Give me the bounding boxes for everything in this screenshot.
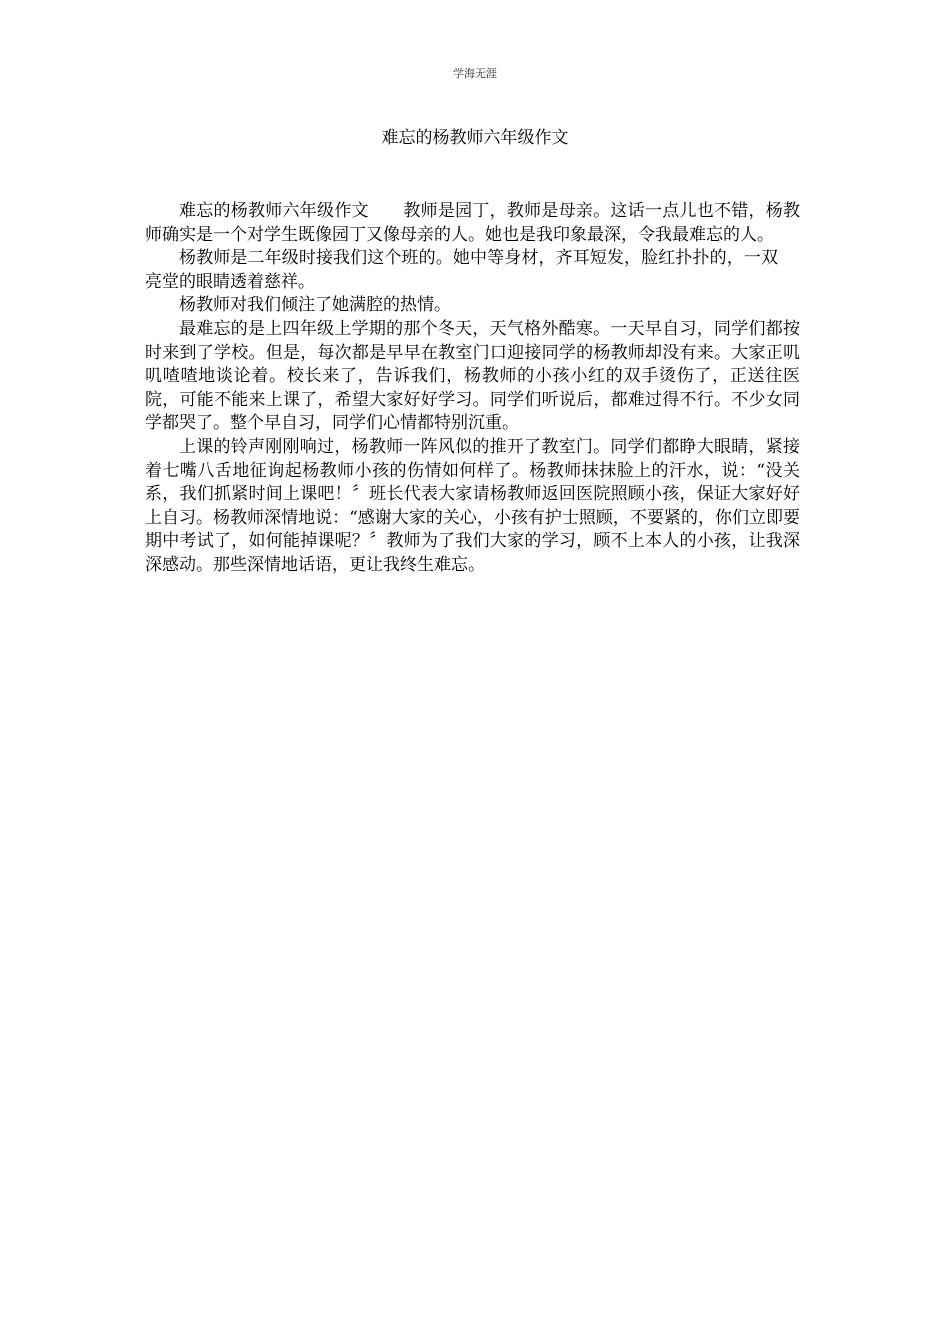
paragraph-3: 杨教师对我们倾注了她满腔的热情。 [179,295,451,316]
paragraph-4: 最难忘的是上四年级上学期的那个冬天，天气格外酷寒。一天早自习，同学们都按时来到了学校。但是，每次都是早早在教室门口迎接同学的杨教师却没有来。大家正叽叽喳喳地谈论着。校长来了，告诉我们，杨教师的小孩小红的双手烫伤了，正送往医院，可能不能来上课了，希望大家好好学习。同学们听说后，都难过得不行。不少女同学都哭了。整个早自习，同学们心情都特别沉重。 [145,318,800,434]
paragraph-1: 难忘的杨教师六年级作文 教师是园丁，教师是母亲。这话一点儿也不错，杨教师确实是一个对学生既像园丁又像母亲的人。她也是我印象最深，令我最难忘的人。 [145,201,800,245]
document-title: 难忘的杨教师六年级作文 [381,128,569,148]
paragraph-5: 上课的铃声刚刚响过，杨教师一阵风似的推开了教室门。同学们都睁大眼睛，紧接着七嘴八舌地征询起杨教师小孩的伤情如何样了。杨教师抹抹脸上的汗水，说：“没关系，我们抓紧时间上课吧！〞班长代表大家请杨教师返回医院照顾小孩，保证大家好好上自习。杨教师深情地说：“感谢大家的关心，小孩有护士照顾，不要紧的，你们立即要期中考试了，如何能掉课呢？〞教师为了我们大家的学习，顾不上本人的小孩，让我深深感动。那些深情地话语，更让我终生难忘。 [145,436,800,575]
document-body [145,200,800,578]
page-header: 学海无涯 [453,67,497,80]
paragraph-2: 杨教师是二年级时接我们这个班的。她中等身材，齐耳短发，脸红扑扑的，一双亮堂的眼睛透着慈祥。 [145,248,778,292]
